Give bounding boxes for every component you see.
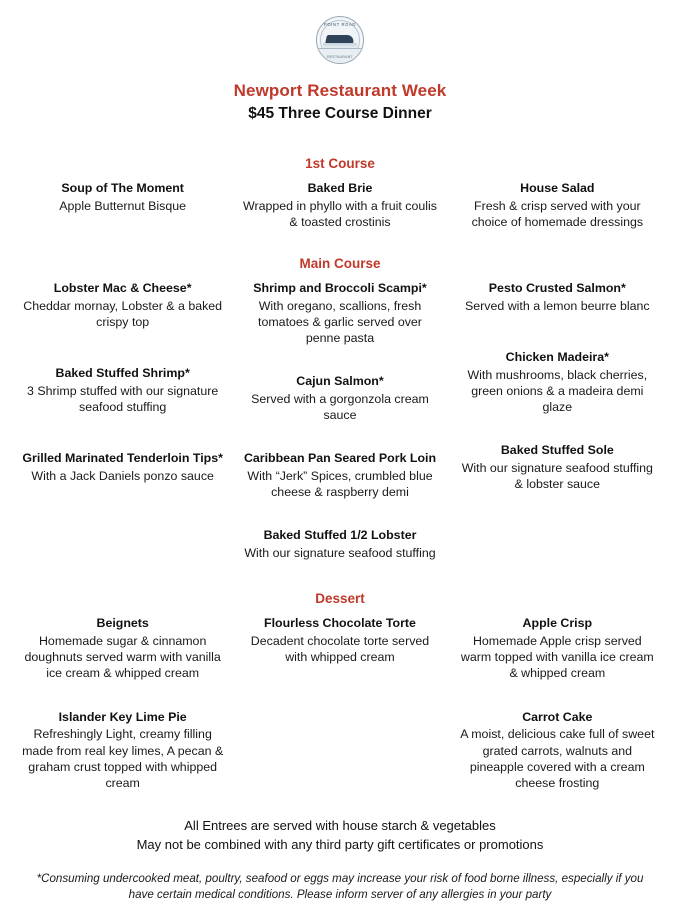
menu-item-name: Baked Stuffed Shrimp* xyxy=(55,365,190,380)
menu-item-name: Shrimp and Broccoli Scampi* xyxy=(253,280,427,295)
course-column xyxy=(453,281,662,562)
layout-spacer xyxy=(453,696,662,710)
menu-item-description: 3 Shrimp stuffed with our signature seafood stuffing xyxy=(27,383,219,414)
menu-item-description: Refreshingly Light, creamy filling made from real key limes, A pecan & graham crust topped with whipped cream xyxy=(22,727,224,790)
menu-item xyxy=(453,710,662,791)
course-grid-main xyxy=(18,281,662,562)
menu-item xyxy=(453,350,662,415)
menu-item-description: With a Jack Daniels ponzo sauce xyxy=(31,468,214,483)
menu-item xyxy=(18,366,227,415)
menu-item-name: Pesto Crusted Salmon* xyxy=(488,280,626,295)
layout-spacer xyxy=(453,328,662,350)
layout-spacer xyxy=(18,344,227,366)
allergy-disclaimer: *Consuming undercooked meat, poultry, seafood or eggs may increase your risk of food borne illness, especially if you have certain medical conditions. Please inform server of any allergies in your party xyxy=(36,871,644,902)
menu-item xyxy=(453,181,662,230)
menu-item xyxy=(18,616,227,681)
course-column xyxy=(235,181,444,230)
header-block xyxy=(18,80,662,124)
course-heading-first: 1st Course xyxy=(305,155,375,171)
menu-item-description: With mushrooms, black cherries, green onions & a madeira demi glaze xyxy=(467,367,648,414)
menu-item-description: Homemade sugar & cinnamon doughnuts served warm with vanilla ice cream & whipped cream xyxy=(24,634,221,681)
menu-item xyxy=(18,451,227,484)
menu-item xyxy=(235,451,444,500)
menu-item-name: Baked Stuffed Sole xyxy=(500,443,614,457)
layout-spacer xyxy=(18,429,227,451)
menu-item-description: With our signature seafood stuffing xyxy=(244,546,436,561)
menu-item-name: Flourless Chocolate Torte xyxy=(264,616,416,631)
menu-item-description: Wrapped in phyllo with a fruit coulis & toasted crostinis xyxy=(242,198,437,229)
menu-item xyxy=(235,374,444,423)
menu-item-name: Islander Key Lime Pie xyxy=(58,709,187,724)
menu-item-name: Chicken Madeira* xyxy=(505,349,609,364)
menu-item-name: Cajun Salmon* xyxy=(296,374,384,388)
course-column xyxy=(453,181,662,230)
menu-item xyxy=(453,281,662,314)
menu-item-name: Baked Brie xyxy=(307,180,373,195)
course-column xyxy=(235,616,444,791)
menu-item-description: Fresh & crisp served with your choice of homemade dressings xyxy=(471,198,644,229)
menu-item-name: Grilled Marinated Tenderloin Tips* xyxy=(22,451,223,465)
layout-spacer xyxy=(453,429,662,443)
footer-notes xyxy=(18,817,662,855)
menu-item-description: With oregano, scallions, fresh tomatoes & garlic served over penne pasta xyxy=(258,298,422,345)
menu-item-name: Lobster Mac & Cheese* xyxy=(53,280,192,295)
logo-container xyxy=(18,0,662,64)
layout-spacer xyxy=(18,696,227,710)
menu-item-description: Served with a gorgonzola cream sauce xyxy=(251,391,429,422)
logo-arc-text: POINT ROAD xyxy=(324,22,356,27)
menu-item-name: Beignets xyxy=(96,616,149,631)
course-column xyxy=(18,281,227,562)
menu-item-name: House Salad xyxy=(520,180,595,195)
layout-spacer xyxy=(235,360,444,374)
menu-item-description: Homemade Apple crisp served warm topped with vanilla ice cream & whipped cream xyxy=(460,634,654,681)
footer-note-line-2: May not be combined with any third party gift certificates or promotions xyxy=(136,836,544,852)
menu-item-name: Soup of The Moment xyxy=(61,180,184,195)
menu-item-description: With “Jerk” Spices, crumbled blue cheese & raspberry demi xyxy=(247,469,433,500)
menu-item-description: Cheddar mornay, Lobster & a baked crispy top xyxy=(23,298,223,329)
menu-item xyxy=(18,181,227,214)
page-title: Newport Restaurant Week xyxy=(233,81,447,100)
course-grid-dessert xyxy=(18,616,662,791)
menu-item xyxy=(18,710,227,791)
menu-item-description: With our signature seafood stuffing & lobster sauce xyxy=(461,460,653,491)
menu-item-name: Apple Crisp xyxy=(522,616,593,631)
menu-item xyxy=(235,616,444,665)
course-column xyxy=(235,281,444,562)
menu-item-description: Apple Butternut Bisque xyxy=(59,198,187,213)
boat-logo-icon xyxy=(316,16,364,64)
menu-item-description: A moist, delicious cake full of sweet grated carrots, walnuts and pineapple covered with a cream cheese frosting xyxy=(460,727,655,790)
layout-spacer xyxy=(235,437,444,451)
menu-item-name: Caribbean Pan Seared Pork Loin xyxy=(243,451,437,466)
menu-item-name: Carrot Cake xyxy=(522,709,593,724)
logo-bottom-text: RESTAURANT xyxy=(327,55,353,59)
course-column xyxy=(18,616,227,791)
course-column xyxy=(18,181,227,230)
course-heading-main: Main Course xyxy=(299,255,381,271)
menu-item-description: Decadent chocolate torte served with whipped cream xyxy=(250,634,430,665)
menu-item xyxy=(235,528,444,561)
menu-item xyxy=(453,616,662,681)
layout-spacer xyxy=(235,514,444,528)
menu-item-name: Baked Stuffed 1/2 Lobster xyxy=(263,528,417,543)
menu-item xyxy=(453,443,662,492)
footer-note-line-1: All Entrees are served with house starch & vegetables xyxy=(184,817,496,833)
course-heading-dessert: Dessert xyxy=(315,591,365,607)
menu-item xyxy=(235,281,444,346)
page-subtitle: $45 Three Course Dinner xyxy=(248,105,432,123)
menu-item-description: Served with a lemon beurre blanc xyxy=(465,298,650,313)
course-column xyxy=(453,616,662,791)
menu-item xyxy=(235,181,444,230)
course-grid-first xyxy=(18,181,662,230)
menu-item xyxy=(18,281,227,330)
